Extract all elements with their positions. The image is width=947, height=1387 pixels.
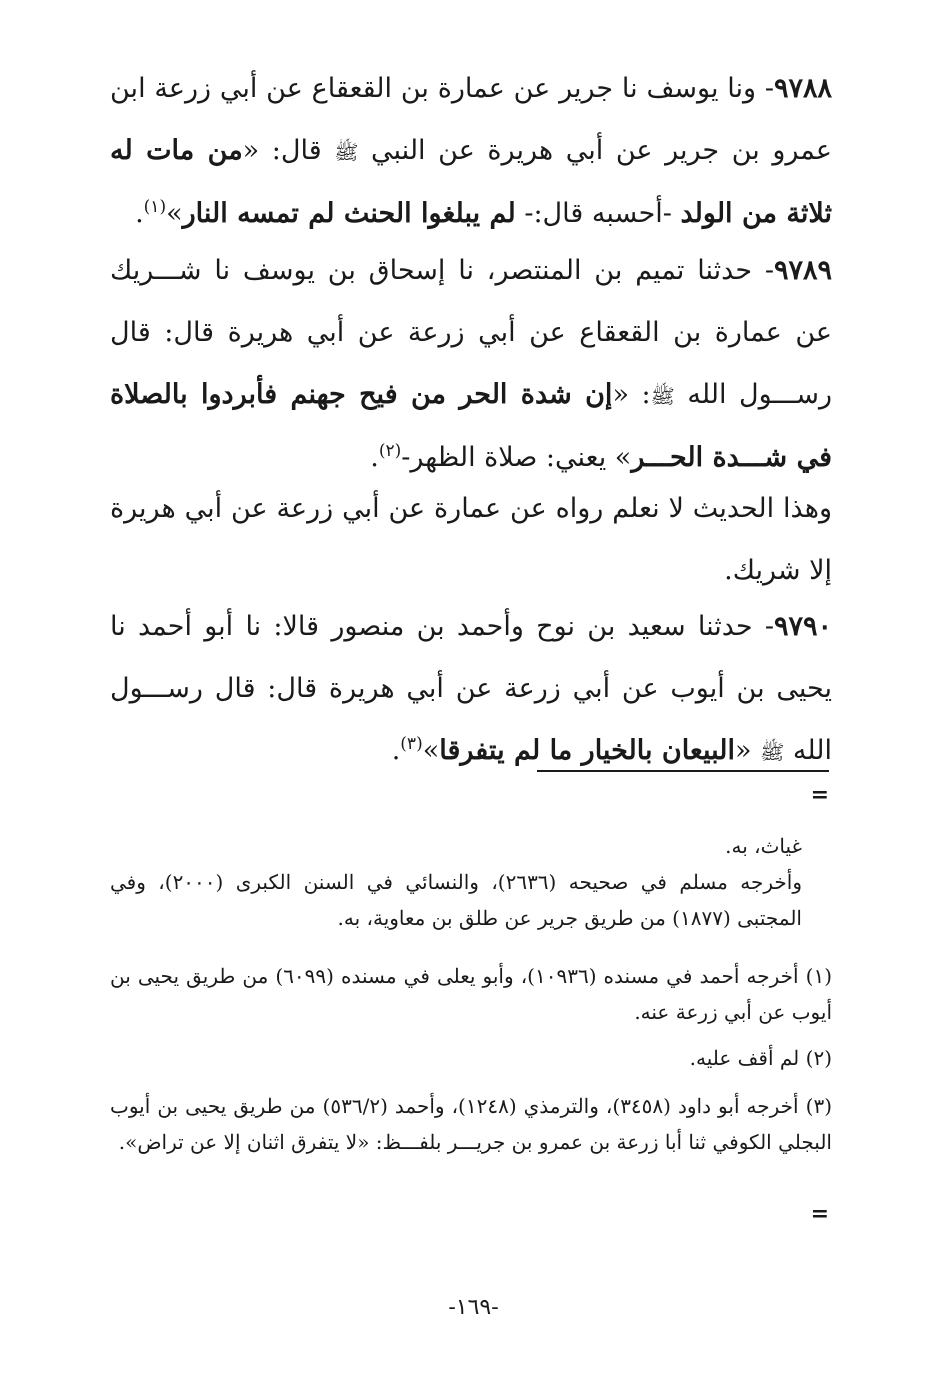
hadith-number: ٩٧٨٩	[773, 255, 832, 286]
footnote-continuation	[110, 828, 832, 936]
hadith-aside: -أحسبه قال:-	[515, 198, 681, 229]
footnote-1	[110, 958, 832, 1030]
commentary-note: وهذا الحديث لا نعلم رواه عن عمارة عن أبي زرعة عن أبي هريرة إلا شريك.	[110, 493, 832, 586]
hadith-number: ٩٧٩٠	[773, 611, 832, 642]
hadith-end: .	[391, 735, 401, 766]
hadith-said: «	[734, 735, 761, 766]
footnote-label: (١)	[805, 964, 833, 988]
hadith-text: البيعان بالخيار ما لم يتفرقا	[439, 735, 735, 766]
hadith-9790	[110, 596, 832, 783]
hadith-9789	[110, 240, 832, 489]
footnote-ref[interactable]: (١)	[143, 197, 167, 217]
footnote-line: وأخرجه مسلم في صحيحه (٢٦٣٦)، والنسائي في السنن الكبرى (٢٠٠٠)، وفي المجتبى (١٨٧٧) من طريق جرير عن طلق بن معاوية، به.	[110, 870, 802, 930]
hadith-chain: - حدثنا تميم بن المنتصر، نا إسحاق بن يوسف نا شـــريك عن عمارة بن القعقاع عن أبي زرعة عن أبي هريرة قال: قال رســـول الله	[110, 255, 832, 410]
hadith-text: من مات له ثلاثة من الولد	[110, 135, 832, 229]
salutation-icon: ﷺ	[334, 140, 359, 164]
continuation-marker: =	[810, 782, 829, 808]
salutation-icon: ﷺ	[760, 740, 785, 764]
hadith-text: إن شدة الحر من فيح جهنم فأبردوا بالصلاة في شـــدة الحـــر	[110, 379, 832, 473]
hadith-end: .	[370, 442, 379, 473]
footnote-text: أخرجه أبو داود (٣٤٥٨)، والترمذي (١٢٤٨)، وأحمد (٥٣٦/٢) من طريق يحيى بن أيوب البجلي الكوفي ثنا أبا زرعة بن عمرو بن جريـــر بلفـــظ: «لا يتفرق اثنان إلا عن تراض».	[110, 1094, 832, 1154]
hadith-close: »	[422, 735, 440, 766]
page-number: -١٦٩-	[448, 1295, 499, 1320]
hadith-end: .	[135, 198, 144, 229]
hadith-chain: - ونا يوسف نا جرير عن عمارة بن القعقاع عن أبي زرعة ابن عمرو بن جرير عن أبي هريرة عن النبي	[110, 73, 833, 166]
footnote-ref[interactable]: (٢)	[378, 441, 402, 461]
continuation-marker-bottom: =	[810, 1201, 829, 1227]
hadith-said: : «	[612, 379, 651, 410]
footnote-label: (٣)	[805, 1094, 832, 1118]
hadith-9788	[110, 58, 832, 245]
hadith-said: قال: «	[242, 135, 335, 166]
footnote-line: غياث، به.	[725, 834, 802, 858]
salutation-icon: ﷺ	[650, 384, 675, 408]
footnote-ref[interactable]: (٣)	[400, 734, 423, 754]
footnote-3	[110, 1088, 832, 1160]
hadith-number: ٩٧٨٨	[773, 73, 832, 104]
hadith-text-cont: لم يبلغوا الحنث لم تمسه النار	[182, 198, 516, 229]
footnote-2	[110, 1040, 832, 1076]
hadith-chain: - حدثنا سعيد بن نوح وأحمد بن منصور قالا: نا أبو أحمد نا يحيى بن أيوب عن أبي زرعة عن أبي هريرة قال: قال رســـول الله	[110, 611, 832, 766]
footnote-text: أخرجه أحمد في مسنده (١٠٩٣٦)، وأبو يعلى في مسنده (٦٠٩٩) من طريق يحيى بن أيوب عن أبي زرعة عنه.	[110, 964, 832, 1024]
footnote-separator	[537, 770, 829, 772]
hadith-close: » يعني: صلاة الظهر-	[401, 442, 632, 473]
footnote-text: لم أقف عليه.	[689, 1046, 800, 1070]
footnote-label: (٢)	[805, 1046, 832, 1070]
hadith-close: »	[166, 198, 183, 229]
